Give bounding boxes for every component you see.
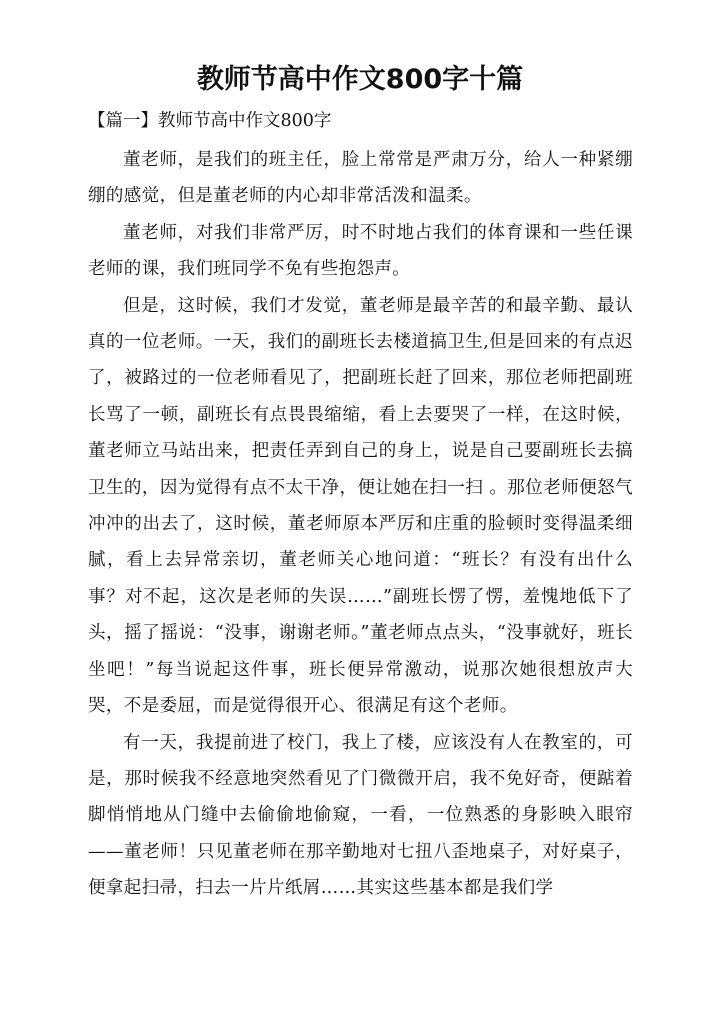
- section-heading: 【篇一】教师节高中作文800字: [88, 111, 332, 131]
- paragraph-4: 有一天，我提前进了校门，我上了楼，应该没有人在教室的，可是，那时候我不经意地突然看见了门微微开启，我不免好奇，便踮着脚悄悄地从门缝中去偷偷地偷窥，一看，一位熟悉的身影映入眼帘——董老师！只见董老师在那辛勤地对七扭八歪地桌子，对好桌子，便拿起扫帚，扫去一片片纸屑……其实这些基本都是我们学: [88, 732, 633, 899]
- article-body: [88, 142, 633, 907]
- document-title: 教师节高中作文800字十篇: [196, 64, 524, 95]
- paragraph-1: 董老师，是我们的班主任，脸上常常是严肃万分，给人一种紧绷绷的感觉，但是董老师的内心却非常活泼和温柔。: [88, 150, 633, 207]
- paragraph-3: 但是，这时候，我们才发觉，董老师是最辛苦的和最辛勤、最认真的一位老师。一天，我们的副班长去楼道搞卫生,但是回来的有点迟了，被路过的一位老师看见了，把副班长赶了回来，那位老师把副班长骂了一顿，副班长有点畏畏缩缩，看上去要哭了一样，在这时候，董老师立马站出来，把责任弄到自己的身上，说是自己要副班长去搞卫生的，因为觉得有点不太干净，便让她在扫一扫 。那位老师便怒气冲冲的出去了，这时候，董老师原本严厉和庄重的脸顿时变得温柔细腻，看上去异常亲切，董老师关心地问道：“班长？有没有出什么事？对不起，这次是老师的失误……”副班长愣了愣，羞愧地低下了头，摇了摇说：“没事，谢谢老师。”董老师点点头，“没事就好，班长坐吧！”每当说起这件事，班长便异常激动，说那次她很想放声大哭，不是委屈，而是觉得很开心、很满足有这个老师。: [88, 295, 633, 717]
- paragraph-2: 董老师，对我们非常严厉，时不时地占我们的体育课和一些任课老师的课，我们班同学不免有些抱怨声。: [88, 222, 633, 280]
